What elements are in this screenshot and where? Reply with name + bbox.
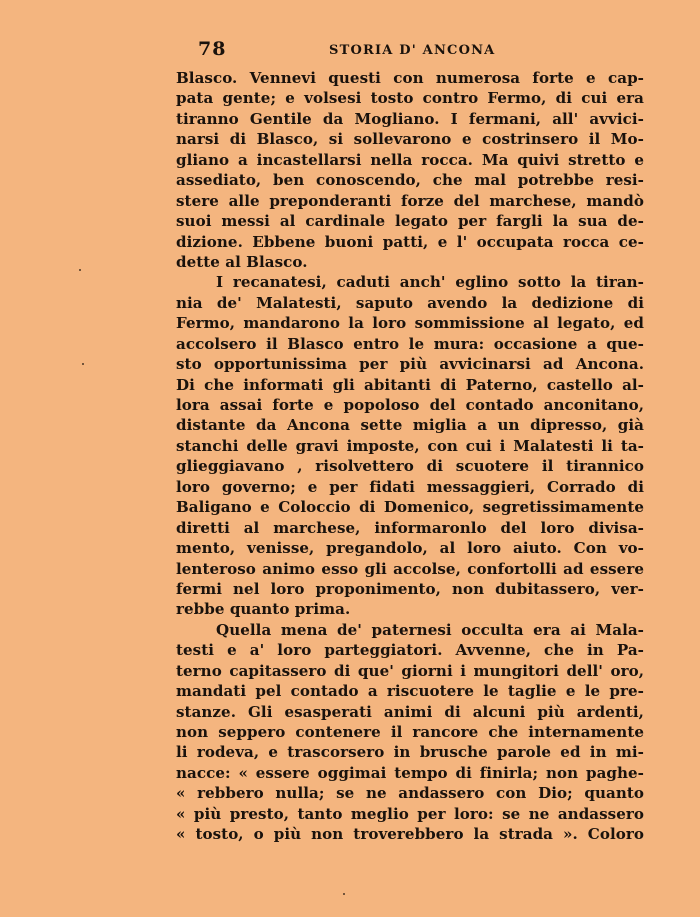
body-text [176,68,644,845]
text-line: I recanatesi, caduti anch' eglino sotto la tiran- [216,273,644,292]
text-line: Baligano e Coloccio di Domenico, segretissimamente [176,498,644,517]
text-line: non seppero contenere il rancore che internamente [176,723,644,741]
text-line: dette al Blasco. [176,252,308,271]
text-line: pata gente; e volsesi tosto contro Fermo, di cui era [176,89,644,108]
text-line: stere alle preponderanti forze del marchese, mandò [176,191,644,210]
text-line: « più presto, tanto meglio per loro: se ne andassero [176,804,644,823]
print-speck [79,269,81,271]
text-line: distante da Ancona sette miglia a un dipresso, già [176,416,644,435]
text-line: rebbe quanto prima. [176,600,351,619]
text-line: lenteroso animo esso gli accolse, confortolli ad essere [176,559,644,578]
text-line: terno capitassero di que' giorni i mungitori dell' oro, [176,661,644,680]
print-speck [343,893,345,895]
page-header [176,38,646,64]
text-line: « rebbero nulla; se ne andassero con Dio; quanto [176,784,644,803]
text-line: glieggiavano , risolvettero di scuotere il tirannico [176,457,644,476]
text-line: diretti al marchese, informaronlo del loro divisa- [176,518,644,537]
text-line: lora assai forte e popoloso del contado anconitano, [176,396,644,414]
text-line: mento, venisse, pregandolo, al loro aiuto. Con vo- [176,539,644,558]
text-line: testi e a' loro parteggiatori. Avvenne, che in Pa- [176,641,644,660]
text-line: Quella mena de' paternesi occulta era ai Mala- [216,620,644,639]
text-line: Blasco. Vennevi questi con numerosa forte e cap- [176,69,644,87]
text-line: dizione. Ebbene buoni patti, e l' occupata rocca ce- [176,232,644,251]
text-line: mandati pel contado a riscuotere le taglie e le pre- [176,682,644,701]
running-title: STORIA D' ANCONA [329,43,496,58]
text-line: fermi nel loro proponimento, non dubitassero, ver- [176,579,644,598]
text-line: Fermo, mandarono la loro sommissione al legato, ed [176,314,644,333]
text-line: nia de' Malatesti, saputo avendo la dedizione di [176,293,644,312]
text-line: narsi di Blasco, si sollevarono e costrinsero il Mo- [176,130,644,149]
print-speck [82,363,84,365]
text-line: gliano a incastellarsi nella rocca. Ma quivi stretto e [176,150,644,169]
page-number: 78 [198,38,227,60]
text-line: stanze. Gli esasperati animi di alcuni più ardenti, [176,702,644,721]
text-line: nacce: « essere oggimai tempo di finirla; non paghe- [176,763,644,782]
text-line: loro governo; e per fidati messaggieri, Corrado di [176,477,644,496]
text-line: accolsero il Blasco entro le mura: occasione a que- [176,334,644,353]
text-line: suoi messi al cardinale legato per fargli la sua de- [176,212,644,231]
text-line: Di che informati gli abitanti di Paterno, castello al- [176,375,644,394]
text-line: assediato, ben conoscendo, che mal potrebbe resi- [176,171,644,190]
text-line: tiranno Gentile da Mogliano. I fermani, all' avvici- [176,109,644,128]
text-line: sto opportunissima per più avvicinarsi ad Ancona. [176,355,644,374]
text-line: li rodeva, e trascorsero in brusche parole ed in mi- [176,743,644,762]
text-line: stanchi delle gravi imposte, con cui i Malatesti li ta- [176,436,644,455]
text-line: « tosto, o più non troverebbero la strada ». Coloro [176,825,644,844]
